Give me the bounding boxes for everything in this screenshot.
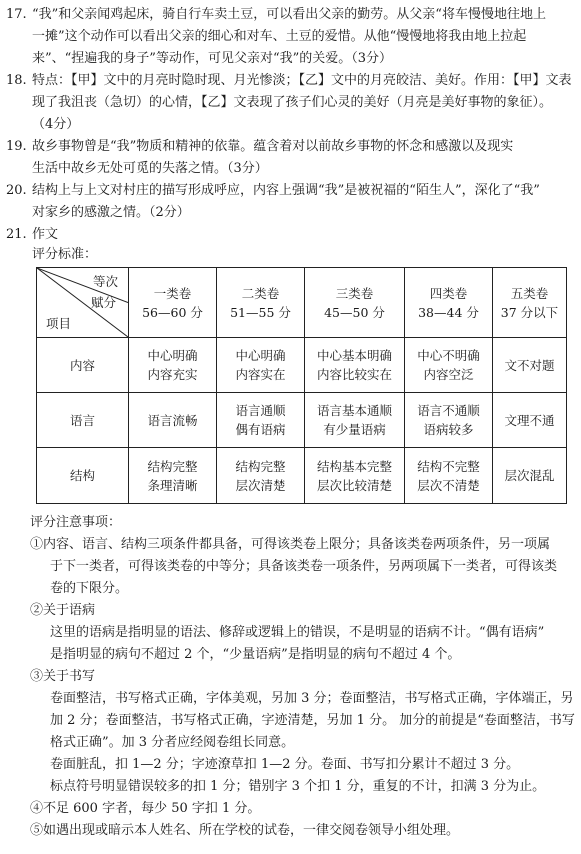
table-cell: 结构完整 条理清晰 bbox=[129, 448, 217, 504]
answer-21 bbox=[6, 224, 574, 246]
grade-header bbox=[217, 268, 305, 338]
answer-17 bbox=[6, 4, 574, 70]
scoring-notes bbox=[30, 512, 575, 842]
grade-score: 56—60 分 bbox=[142, 304, 203, 320]
note-4: ④不足 600 字者，每少 50 字扣 1 分。 bbox=[30, 801, 261, 816]
essay-title: 作文 bbox=[32, 227, 59, 242]
answer-line: 现了我沮丧（急切）的心情，【乙】文表现了孩子们心灵的美好（月亮是美好事物的象征）。 bbox=[32, 95, 553, 110]
note-2-title: ②关于语病 bbox=[30, 603, 96, 618]
answer-line: 来”、“捏遍我的身子”等动作，可见父亲对“我”的关爱。（3分） bbox=[32, 51, 393, 66]
scoring-table bbox=[36, 267, 567, 504]
answer-line: “我”和父亲闻鸡起床，骑自行车卖土豆，可以看出父亲的勤劳。从父亲“将车慢慢地往地上 bbox=[32, 7, 546, 22]
row-label: 语言 bbox=[37, 393, 129, 448]
grade-header bbox=[405, 268, 493, 338]
table-row-structure bbox=[37, 448, 567, 504]
grade-header bbox=[493, 268, 567, 338]
note-3-line: 格式正确”。加 3 分者应经阅卷组长同意。 bbox=[50, 735, 295, 750]
answer-line: 生活中故乡无处可觅的失落之情。（3分） bbox=[32, 161, 268, 176]
table-cell: 中心基本明确 内容比较实在 bbox=[305, 338, 405, 393]
answer-line: 结构上与上文对村庄的描写形成呼应，内容上强调“我”是被祝福的“陌生人”，深化了“我” bbox=[32, 183, 540, 198]
answer-line: 一摊”这个动作可以看出父亲的细心和对车、土豆的爱惜。从他“慢慢地将我由地上拉起 bbox=[32, 29, 527, 44]
grade-name: 四类卷 bbox=[429, 285, 468, 301]
question-number: 19. bbox=[6, 139, 27, 154]
note-3-line: 卷面脏乱，扣 1—2 分；字迹潦草扣 1—2 分。卷面、书写扣分累计不超过 3 分。 bbox=[50, 757, 520, 772]
answer-line: 特点：【甲】文中的月亮时隐时现、月光惨淡；【乙】文中的月亮皎洁、美好。作用：【甲】文表 bbox=[32, 73, 572, 88]
diagonal-header-cell bbox=[37, 268, 129, 338]
scoring-standard-label: 评分标准： bbox=[32, 247, 98, 262]
question-number: 20. bbox=[6, 183, 27, 198]
answer-line: 对家乡的感激之情。（2分） bbox=[32, 205, 190, 220]
row-label: 内容 bbox=[37, 338, 129, 393]
answer-18 bbox=[6, 70, 574, 136]
table-cell: 语言流畅 bbox=[129, 393, 217, 448]
note-1-line: 于下一类者，可得该类卷的中等分；具备该类卷一项条件，另两项属下一类者，可得该类 bbox=[50, 559, 558, 574]
question-number: 21. bbox=[6, 227, 27, 242]
note-3-line: 加 2 分；卷面整洁，书写格式正确，字迹清楚，另加 1 分。 加分的前提是“卷面整洁，书写 bbox=[50, 713, 575, 728]
note-2-line: 这里的语病是指明显的语法、修辞或逻辑上的错误，不是明显的语病不计。“偶有语病” bbox=[50, 625, 545, 640]
note-1-line: 卷的下限分。 bbox=[50, 581, 129, 596]
answer-20 bbox=[6, 180, 574, 224]
table-cell: 语言基本通顺 有少量语病 bbox=[305, 393, 405, 448]
answer-19 bbox=[6, 136, 574, 180]
table-cell: 结构完整 层次清楚 bbox=[217, 448, 305, 504]
grade-score: 38—44 分 bbox=[418, 304, 479, 320]
answer-line: 故乡事物曾是“我”物质和精神的依靠。蕴含着对以前故乡事物的怀念和感激以及现实 bbox=[32, 139, 514, 154]
question-number: 18. bbox=[6, 73, 27, 88]
corner-grade-label: 等次 bbox=[92, 274, 118, 289]
note-2-line: 是指明显的病句不超过 2 个，“少量语病”是指明显的病句不超过 4 个。 bbox=[50, 647, 461, 662]
table-cell: 结构不完整 层次不清楚 bbox=[405, 448, 493, 504]
notes-heading: 评分注意事项： bbox=[30, 515, 122, 530]
question-number: 17. bbox=[6, 7, 27, 22]
table-cell: 语言通顺 偶有语病 bbox=[217, 393, 305, 448]
grade-name: 一类卷 bbox=[153, 285, 192, 301]
table-cell: 结构基本完整 层次比较清楚 bbox=[305, 448, 405, 504]
table-header-row bbox=[37, 268, 567, 338]
table-cell: 层次混乱 bbox=[493, 448, 567, 504]
grade-header bbox=[305, 268, 405, 338]
grade-name: 三类卷 bbox=[335, 285, 374, 301]
note-1-line: ①内容、语言、结构三项条件都具备，可得该类卷上限分；具备该类卷两项条件，另一项属 bbox=[30, 537, 551, 552]
table-cell: 中心不明确 内容空泛 bbox=[405, 338, 493, 393]
table-cell: 文理不通 bbox=[493, 393, 567, 448]
answer-line: （4分） bbox=[32, 117, 80, 132]
note-3-line: 标点符号明显错误较多的扣 1 分；错别字 3 个扣 1 分，重复的不计，扣满 3 分为止。 bbox=[50, 779, 546, 794]
table-row-content bbox=[37, 338, 567, 393]
grade-score: 37 分以下 bbox=[500, 304, 559, 320]
corner-item-label: 项目 bbox=[46, 316, 72, 331]
table-cell: 语言不通顺 语病较多 bbox=[405, 393, 493, 448]
table-cell: 中心明确 内容充实 bbox=[129, 338, 217, 393]
table-row-language bbox=[37, 393, 567, 448]
corner-score-label: 赋分 bbox=[90, 295, 116, 310]
grade-name: 五类卷 bbox=[510, 285, 549, 301]
grade-name: 二类卷 bbox=[241, 285, 280, 301]
table-cell: 文不对题 bbox=[493, 338, 567, 393]
note-5: ⑤如遇出现或暗示本人姓名、所在学校的试卷，一律交阅卷领导小组处理。 bbox=[30, 823, 460, 838]
grade-score: 45—50 分 bbox=[324, 304, 385, 320]
note-3-line: 卷面整洁，书写格式正确，字体美观，另加 3 分；卷面整洁，书写格式正确，字体端正，另 bbox=[50, 691, 574, 706]
grade-header bbox=[129, 268, 217, 338]
grade-score: 51—55 分 bbox=[230, 304, 291, 320]
note-3-title: ③关于书写 bbox=[30, 669, 96, 684]
table-cell: 中心明确 内容实在 bbox=[217, 338, 305, 393]
row-label: 结构 bbox=[37, 448, 129, 504]
